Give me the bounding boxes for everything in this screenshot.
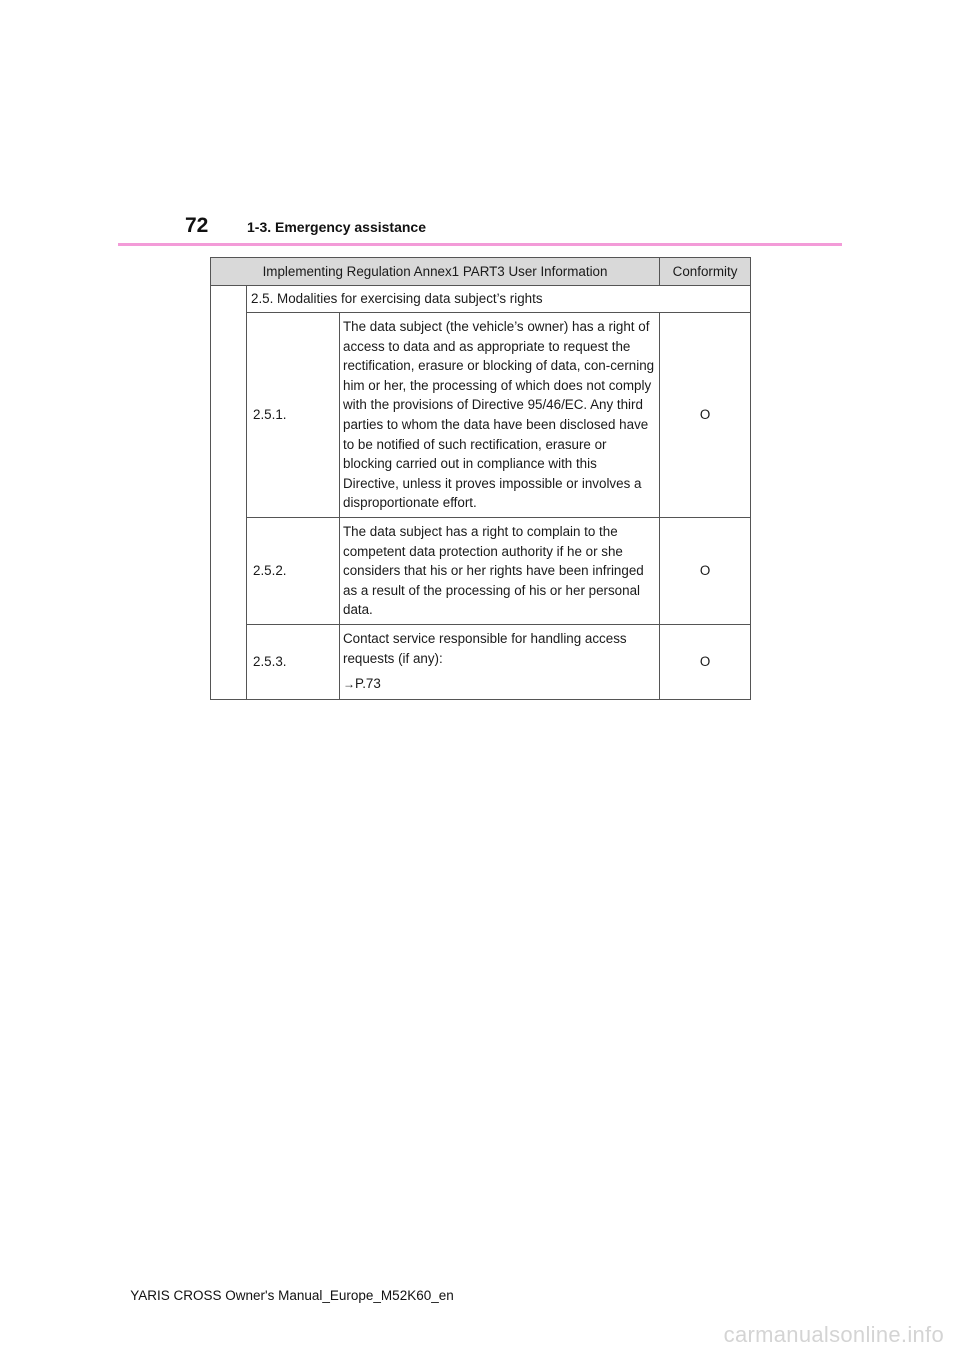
row-conformity: O: [660, 313, 751, 518]
row-conformity: O: [660, 624, 751, 699]
manual-name: YARIS CROSS Owner's Manual_Europe_M52K60_en: [130, 1288, 454, 1303]
column-header-regulation: Implementing Regulation Annex1 PART3 User Information: [211, 258, 660, 286]
watermark: carmanualsonline.info: [723, 1322, 944, 1347]
row-number: 2.5.1.: [247, 313, 340, 518]
table-header-row: [211, 258, 751, 286]
row-conformity: O: [660, 517, 751, 624]
right-arrow-icon: →: [343, 677, 355, 692]
page-reference[interactable]: [343, 674, 656, 695]
row-text: Contact service responsible for handling access requests (if any):: [343, 630, 627, 666]
row-text: The data subject has a right to complain to the competent data protection authority if he or she considers that his or her rights have been infringed as a result of the processing of his or her personal data.: [340, 517, 660, 624]
table-subheading-row: [211, 286, 751, 313]
table-row: [211, 624, 751, 699]
table-subheading: 2.5. Modalities for exercising data subject’s rights: [247, 286, 751, 313]
row-text: The data subject (the vehicle’s owner) has a right of access to data and as appropriate to request the rectification, erasure or blocking of data, con-cerning him or her, the processing of which does not comply with the provisions of Directive 95/46/EC. Any third parties to whom the data have been disclosed have to be notified of such rectification, erasure or blocking carried out in compliance with this Directive, unless it proves impossible or involves a disproportionate effort.: [340, 313, 660, 518]
user-information-table: [210, 257, 751, 700]
header-divider: [118, 243, 842, 246]
table-row: [211, 517, 751, 624]
indent-cell: [211, 286, 247, 700]
column-header-conformity: Conformity: [660, 258, 751, 286]
footer: [0, 1288, 960, 1303]
section-title: 1-3. Emergency assistance: [247, 219, 426, 235]
row-number: 2.5.3.: [247, 624, 340, 699]
page-reference-label: P.73: [355, 676, 381, 692]
page-number: 72: [185, 214, 209, 237]
table-row: [211, 313, 751, 518]
row-text-cell: [340, 624, 660, 699]
row-number: 2.5.2.: [247, 517, 340, 624]
